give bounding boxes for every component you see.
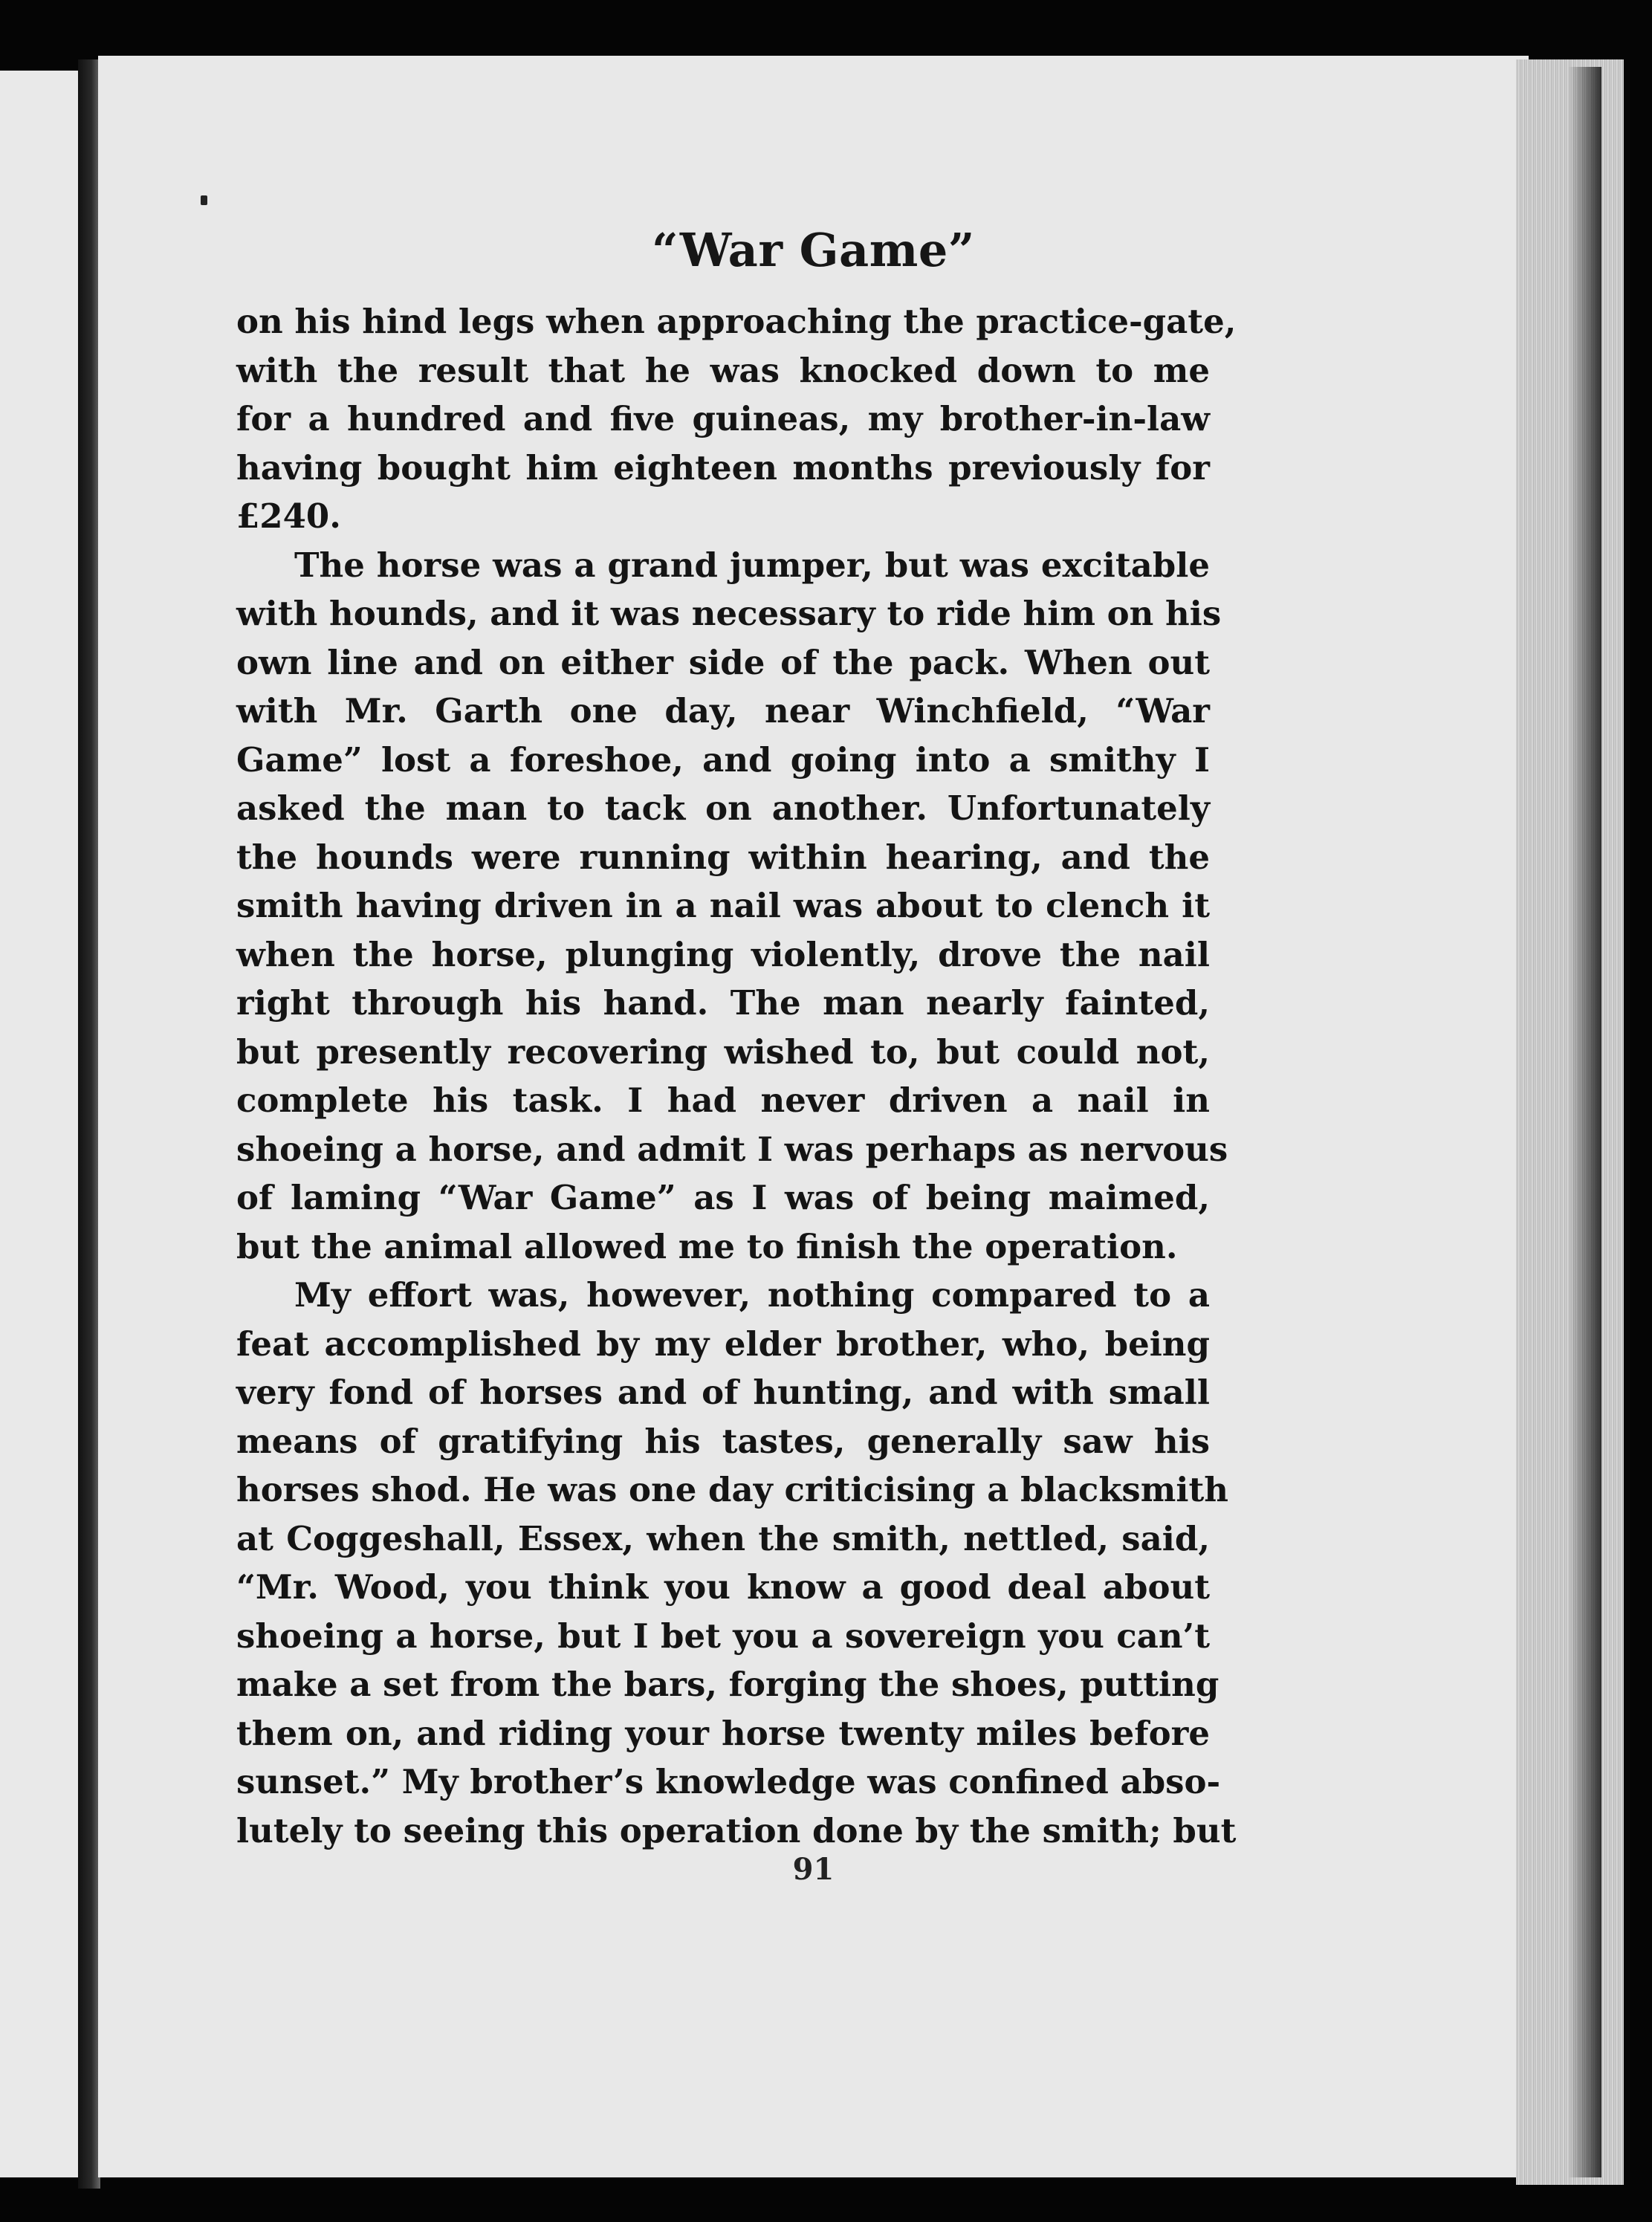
text-line: of laming “War Game” as I was of being maimed,: [236, 1178, 1210, 1217]
text-line: own line and on either side of the pack. When out: [236, 642, 1210, 682]
text-line: on his hind legs when approaching the practice-gate,: [236, 302, 1237, 341]
text-line: horses shod. He was one day criticising a blacksmith: [236, 1470, 1228, 1509]
text-line: right through his hand. The man nearly fainted,: [236, 983, 1210, 1023]
text-line: but the animal allowed me to finish the operation.: [236, 1226, 1178, 1266]
edge-shadow: [1568, 67, 1601, 2177]
text-line: with hounds, and it was necessary to ride him on his: [236, 594, 1222, 633]
body-text: [236, 297, 1237, 1855]
text-line: £240.: [236, 496, 341, 536]
book-gutter: [78, 59, 100, 2189]
text-line: complete his task. I had never driven a nail in: [236, 1081, 1210, 1120]
text-line: sunset.” My brother’s knowledge was confined abso-: [236, 1762, 1221, 1801]
left-page-edge: [0, 71, 78, 2177]
text-line: when the horse, plunging violently, drove the nail: [236, 934, 1210, 974]
text-line: smith having driven in a nail was about to clench it: [236, 886, 1210, 925]
text-line: Game” lost a foreshoe, and going into a smithy I: [236, 739, 1210, 780]
text-line: with Mr. Garth one day, near Winchfield, “War: [236, 691, 1210, 731]
running-head: “War Game”: [652, 223, 975, 277]
text-line: but presently recovering wished to, but could not,: [236, 1031, 1210, 1072]
text-line: My effort was, however, nothing compared to a: [294, 1275, 1210, 1315]
text-line: with the result that he was knocked down to me: [236, 350, 1210, 390]
text-line: make a set from the bars, forging the shoes, putting: [236, 1665, 1219, 1704]
text-line: “Mr. Wood, you think you know a good deal about: [236, 1567, 1210, 1607]
text-line: for a hundred and five guineas, my brother-in-law: [236, 399, 1210, 438]
text-line: The horse was a grand jumper, but was excitable: [294, 545, 1210, 585]
text-line: very fond of horses and of hunting, and with small: [236, 1373, 1210, 1412]
text-line: feat accomplished by my elder brother, who, being: [236, 1324, 1210, 1364]
text-line: means of gratifying his tastes, generally saw his: [236, 1421, 1210, 1461]
text-line: having bought him eighteen months previously for: [236, 447, 1210, 488]
text-line: shoeing a horse, and admit I was perhaps as nervous: [236, 1129, 1228, 1169]
ink-speck: [201, 195, 207, 205]
text-line: them on, and riding your horse twenty miles before: [236, 1713, 1210, 1753]
page-number: 91: [792, 1852, 835, 1887]
text-line: the hounds were running within hearing, and the: [236, 837, 1210, 877]
text-line: at Coggeshall, Essex, when the smith, nettled, said,: [236, 1518, 1210, 1558]
text-line: lutely to seeing this operation done by the smith; but: [236, 1810, 1237, 1850]
text-line: asked the man to tack on another. Unfortunately: [236, 788, 1210, 828]
text-line: shoeing a horse, but I bet you a sovereign you can’t: [236, 1616, 1210, 1656]
